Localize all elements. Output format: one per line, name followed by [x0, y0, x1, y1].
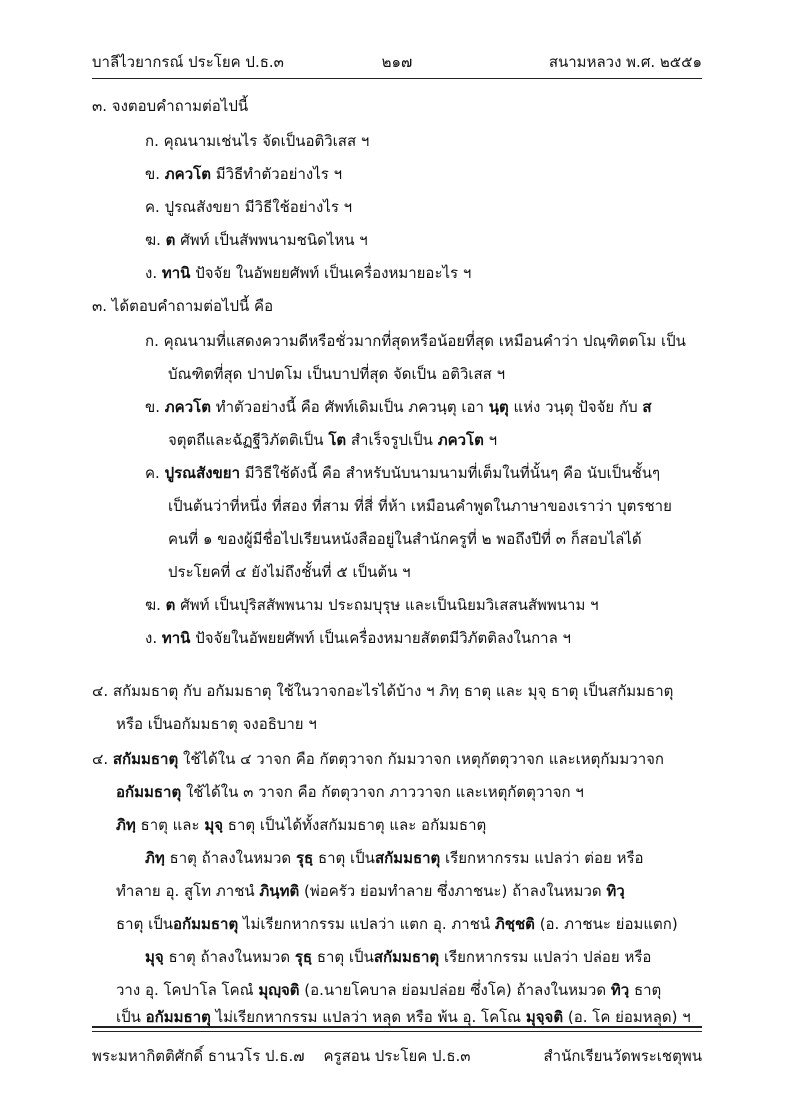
text-line — [145, 847, 644, 869]
footer-right: สำนักเรียนวัดพระเชตุพน — [543, 1047, 702, 1065]
text-run: ค. — [145, 464, 165, 482]
text-line — [145, 627, 571, 649]
text-run: ฆ. — [145, 231, 166, 249]
text-line — [145, 462, 660, 484]
bold-term: สกัมมธาตุ — [373, 948, 440, 966]
text-line — [116, 1006, 691, 1028]
text-run: แห่ง วนฺตุ ปัจจัย กับ — [508, 398, 643, 416]
text-line — [145, 196, 352, 218]
text-line — [145, 330, 686, 352]
text-run: บัณฑิตที่สุด ปาปตโม เป็นบาปที่สุด จัดเป็น อติวิเสส ฯ — [168, 365, 506, 383]
text-run: ๔. — [92, 750, 113, 768]
text-run: ข. — [145, 398, 165, 416]
text-run: เรียกหากรรม แปลว่า ต่อย หรือ — [440, 849, 644, 867]
footer-center: ครูสอน ประโยค ป.ธ.๓ — [323, 1047, 471, 1065]
text-run: ง. — [145, 264, 162, 282]
bold-term: โต — [328, 431, 347, 449]
text-run: ธาตุ เป็น — [312, 948, 374, 966]
text-run: (พ่อครัว ย่อมทำลาย ซึ่งภาชนะ) ถ้าลงในหมวด — [299, 882, 607, 900]
bold-term: รุธฺ — [295, 849, 314, 867]
text-run: ธาตุ เป็น — [116, 915, 173, 933]
bold-term: ภิทฺ — [145, 849, 165, 867]
text-line — [92, 95, 248, 117]
page-header — [92, 50, 702, 76]
header-rule — [92, 78, 702, 79]
bold-term: สกัมมธาตุ — [112, 750, 179, 768]
text-run: ฆ. — [145, 596, 166, 614]
text-run: (อ. โค ย่อมหลุด) ฯ — [563, 1008, 691, 1026]
text-run: ใช้ได้ใน ๓ วาจก คือ กัตตุวาจก ภาววาจก และเหตุกัตตุวาจก ฯ — [181, 783, 584, 801]
text-line — [145, 163, 342, 185]
bold-term: ต — [165, 231, 176, 249]
text-run: ข. — [145, 165, 165, 183]
bold-term: สกัมมธาตุ — [374, 849, 441, 867]
text-line — [168, 363, 505, 385]
text-run: ๓. จงตอบคำถามต่อไปนี้ — [92, 97, 249, 115]
bold-term: ต — [165, 596, 176, 614]
bold-term: ปูรณสังขยา — [164, 464, 241, 482]
text-run: คนที่ ๑ ของผู้มีชื่อไปเรียนหนังสืออยู่ในสำนักครูที่ ๒ พอถึงปีที่ ๓ ก็สอบไล่ได้ — [168, 530, 642, 548]
bold-term: ทานิ — [161, 629, 191, 647]
text-line — [116, 913, 678, 935]
page-footer — [92, 1044, 702, 1068]
text-run: ธาตุ ถ้าลงในหมวด — [164, 849, 296, 867]
text-run: ธาตุ เป็น — [313, 849, 375, 867]
text-run: จตุตถีและฉัฏฐีวิภัตติเป็น — [168, 431, 329, 449]
text-run: ศัพท์ เป็นปุริสสัพพนาม ประถมบุรุษ และเป็นนิยมวิเสสนสัพพนาม ฯ — [175, 596, 599, 614]
text-line — [145, 229, 368, 251]
text-run: ใช้ได้ใน ๔ วาจก คือ กัตตุวาจก กัมมวาจก เหตุกัตตุวาจก และเหตุกัมมวาจก — [178, 750, 664, 768]
text-run: ประโยคที่ ๔ ยังไม่ถึงชั้นที่ ๕ เป็นต้น ฯ — [168, 563, 411, 581]
text-line — [145, 396, 652, 418]
text-line — [92, 295, 273, 317]
text-run: ไม่เรียกหากรรม แปลว่า แตก อุ. ภาชนํ — [238, 915, 495, 933]
text-line — [116, 880, 625, 902]
text-run: วาง อุ. โคปาโล โคณํ — [116, 981, 259, 999]
text-run: เป็นต้นว่าที่หนึ่ง ที่สอง ที่สาม ที่สี่ ที่ห้า เหมือนคำพูดในภาษาของเราว่า บุตรชาย — [168, 497, 672, 515]
bold-term: ภิทฺ — [116, 816, 136, 834]
text-run: ศัพท์ เป็นสัพพนามชนิดไหน ฯ — [175, 231, 368, 249]
text-run: ฯ — [483, 431, 498, 449]
text-run: ค. ปูรณสังขยา มีวิธีใช้อย่างไร ฯ — [145, 198, 353, 216]
text-run: มีวิธีใช้ดังนี้ คือ สำหรับนับนามนามที่เต็มในที่นั้นๆ คือ นับเป็นชั้นๆ — [240, 464, 661, 482]
text-run: ธาตุ และ — [135, 816, 205, 834]
bold-term: มุญฺจติ — [258, 981, 300, 999]
text-run: ง. — [145, 629, 162, 647]
text-line — [92, 680, 673, 702]
bold-term: ทิวฺ — [610, 981, 630, 999]
text-line — [168, 495, 672, 517]
text-line — [168, 561, 411, 583]
bold-term: ภควโต — [164, 165, 211, 183]
bold-term: มุจฺจติ — [525, 1008, 564, 1026]
text-run: หรือ เป็นอกัมมธาตุ จงอธิบาย ฯ — [116, 715, 317, 733]
text-run: (อ. ภาชนะ ย่อมแตก) — [534, 915, 678, 933]
text-line — [116, 781, 584, 803]
text-run: ก. คุณนามเช่นไร จัดเป็นอติวิเสส ฯ — [145, 132, 370, 150]
page-number: ๒๑๗ — [381, 53, 413, 71]
text-line — [168, 429, 497, 451]
text-line — [116, 979, 661, 1001]
text-run: ธาตุ เป็นได้ทั้งสกัมมธาตุ และ อกัมมธาตุ — [223, 816, 487, 834]
bold-term: มุจฺ — [145, 948, 164, 966]
text-line — [116, 713, 317, 735]
text-run: ปัจจัยในอัพยยศัพท์ เป็นเครื่องหมายสัตตมีวิภัตติลงในกาล ฯ — [190, 629, 571, 647]
text-run: ไม่เรียกหากรรม แปลว่า หลุด หรือ พ้น อุ. โคโณ — [210, 1008, 526, 1026]
bold-term: ภินฺทติ — [259, 882, 300, 900]
text-line — [145, 946, 651, 968]
text-run: (อ.นายโคบาล ย่อมปล่อย ซึ่งโค) ถ้าลงในหมวด — [299, 981, 611, 999]
bold-term: ภควโต — [437, 431, 484, 449]
text-run: ธาตุ ถ้าลงในหมวด — [163, 948, 295, 966]
text-line — [145, 262, 471, 284]
bold-term: อกัมมธาตุ — [116, 783, 182, 801]
header-left: บาลีไวยากรณ์ ประโยค ป.ธ.๓ — [92, 53, 284, 71]
text-line — [145, 130, 369, 152]
bold-term: อกัมมธาตุ — [173, 915, 239, 933]
bold-term: ทานิ — [161, 264, 191, 282]
footer-rule-thick — [92, 1026, 702, 1028]
text-run: สำเร็จรูปเป็น — [346, 431, 438, 449]
bold-term: นฺตุ — [488, 398, 509, 416]
text-line — [168, 528, 642, 550]
text-run: ๔. สกัมมธาตุ กับ อกัมมธาตุ ใช้ในวาจกอะไรได้บ้าง ฯ ภิทฺ ธาตุ และ มุจฺ ธาตุ เป็นสกัมมธาตุ — [92, 682, 674, 700]
header-right: สนามหลวง พ.ศ. ๒๕๕๑ — [548, 53, 702, 71]
text-run: ก. คุณนามที่แสดงความดีหรือชั่วมากที่สุดหรือน้อยที่สุด เหมือนคำว่า ปณฺฑิตตโม เป็น — [145, 332, 686, 350]
text-run: ทำลาย อุ. สูโท ภาชนํ — [116, 882, 260, 900]
bold-term: มุจฺ — [204, 816, 224, 834]
bold-term: ภควโต — [164, 398, 211, 416]
text-run: เรียกหากรรม แปลว่า ปล่อย หรือ — [439, 948, 652, 966]
text-line — [116, 814, 486, 836]
text-run: ธาตุ — [629, 981, 662, 999]
bold-term: ทิวฺ — [606, 882, 625, 900]
text-line — [145, 594, 599, 616]
bold-term: รุธฺ — [294, 948, 313, 966]
text-line — [92, 748, 664, 770]
footer-rule-thin — [92, 1031, 702, 1032]
bold-term: ส — [642, 398, 652, 416]
footer-left: พระมหากิตติศักดิ์ ธานวโร ป.ธ.๗ — [92, 1047, 305, 1065]
text-run: เป็น — [116, 1008, 146, 1026]
bold-term: ภิชฺชติ — [494, 915, 535, 933]
text-run: ๓. ได้ตอบคำถามต่อไปนี้ คือ — [92, 297, 274, 315]
text-run: ทำตัวอย่างนี้ คือ ศัพท์เดิมเป็น ภควนฺตุ เอา — [210, 398, 489, 416]
bold-term: อกัมมธาตุ — [145, 1008, 211, 1026]
text-run: มีวิธีทำตัวอย่างไร ฯ — [210, 165, 342, 183]
text-run: ปัจจัย ในอัพยยศัพท์ เป็นเครื่องหมายอะไร ฯ — [190, 264, 472, 282]
